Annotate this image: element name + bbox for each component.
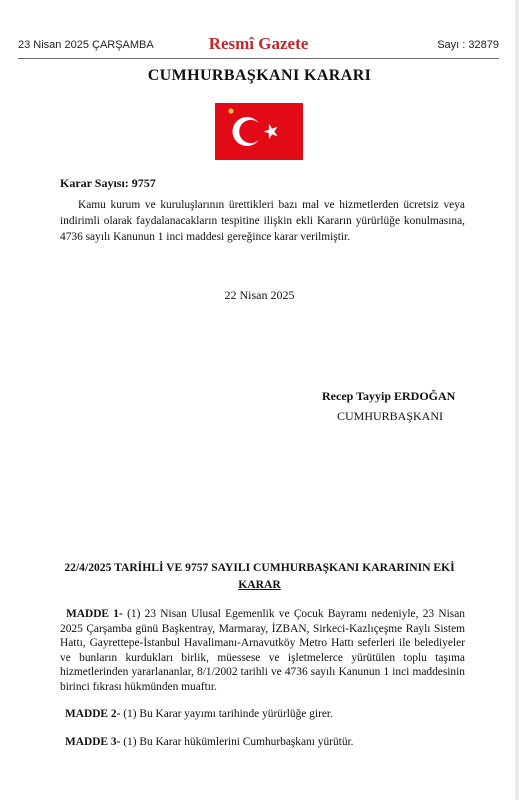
gazette-title: Resmî Gazete (208, 34, 309, 53)
document-title: CUMHURBAŞKANI KARARI (147, 67, 372, 84)
article-1 (60, 607, 465, 695)
article-2-label: MADDE 2- (65, 708, 121, 720)
decision-date: 22 Nisan 2025 (224, 288, 295, 302)
article-3-text: (1) Bu Karar hükümlerini Cumhurbaşkanı yürütür. (120, 736, 354, 748)
article-2-text: (1) Bu Karar yayımı tarihinde yürürlüğe girer. (120, 708, 333, 720)
header-divider (18, 58, 499, 59)
article-3-label: MADDE 3- (65, 736, 121, 748)
issue-date: 23 Nisan 2025 ÇARŞAMBA (18, 39, 154, 51)
article-1-text: (1) 23 Nisan Ulusal Egemenlik ve Çocuk Bayramı nedeniyle, 23 Nisan 2025 Çarşamba günü Başkentray, Marmaray, İZBAN, Sirkeci-Kazlıçeşme Raylı Sistem Hattı, Gayrettepe-İstanbul Havalimanı-Arnavutköy Metro Hattı seferleri ile belediyeler ve bunların kurdukları birlik, müessese ve işletmelerce yürütülen toplu taşıma hizmetlerinden yararlananlar, 8/1/2002 tarihli ve 4736 sayılı Kanunun 1 inci maddesinin birinci fıkrası hükmünden muaftır. (60, 608, 465, 693)
article-2 (65, 708, 333, 720)
gazette-header (18, 34, 499, 56)
article-3 (65, 736, 354, 748)
signatory-title: CUMHURBAŞKANI (337, 409, 444, 423)
page-edge (515, 0, 519, 800)
issue-number: Sayı : 32879 (437, 39, 499, 51)
article-1-label: MADDE 1- (66, 608, 123, 620)
signatory-name: Recep Tayyip ERDOĞAN (322, 389, 456, 403)
decision-number: Karar Sayısı: 9757 (60, 176, 156, 190)
annex-subtitle: KARAR (238, 578, 281, 591)
decision-body: Kamu kurum ve kuruluşlarının ürettikleri bazı mal ve hizmetlerden ücretsiz veya indirimli olarak faydalanacakların tespitine ilişkin ekli Kararın yürürlüğe konulmasına, 4736 sayılı Kanunun 1 inci maddesi gereğince karar verilmiştir. (60, 199, 465, 243)
annex-title: 22/4/2025 TARİHLİ VE 9757 SAYILI CUMHURBAŞKANI KARARININ EKİ (64, 561, 455, 574)
turkish-flag-icon (215, 103, 303, 160)
